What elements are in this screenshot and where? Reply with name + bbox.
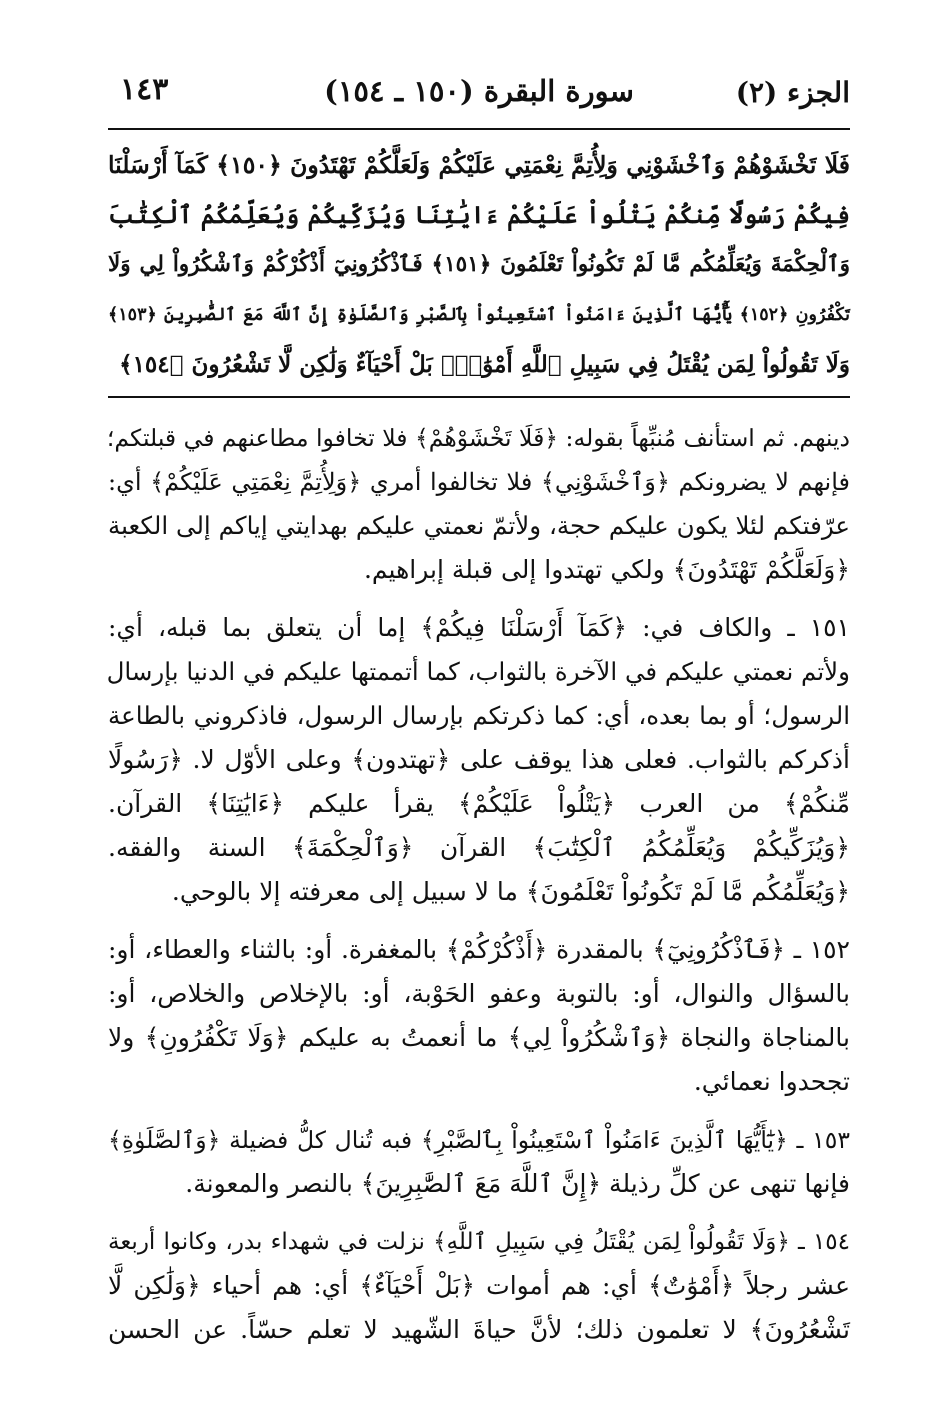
tafsir-paragraph [108,416,850,592]
tafsir-line: دينهم. ثم استأنف مُنبِّهاً بقوله: ﴿فَلَا تَخْشَوْهُمْ﴾ فلا تخافوا مطاعنهم في قبلتكم؛ [106,424,850,452]
quran-line: فَلَا تَخْشَوْهُمْ وَٱخْشَوْنِي وَلِأُتِمَّ نِعْمَتِي عَلَيْكُمْ وَلَعَلَّكُمْ تَهْتَدُونَ ﴿١٥٠﴾ كَمَآ أَرْسَلْنَا [108,151,850,179]
tafsir-line: ﴿وَلَعَلَّكُمْ تَهْتَدُونَ﴾ ولكي تهتدوا إلى قبلة إبراهيم. [363,555,850,584]
tafsir-line: الرسول؛ أو بما بعده، أي: كما ذكرتكم بإرسال الرسول، فاذكروني بالطاعة [108,701,850,730]
tafsir-line: أذكركم بالثواب. فعلى هذا يوقف على ﴿تهتدون﴾ وعلى الأوّل لا. ﴿رَسُولًا [108,745,850,774]
tafsir-line: عرّفتكم لئلا يكون عليكم حجة، ولأتمّ نعمتي عليكم بهدايتي إياكم إلى الكعبة [108,511,850,540]
quran-line: فِيكُمْ رَسُولًا مِّنكُمْ يَتْلُواْ عَلَيْكُمْ ءَايَٰتِنَا وَيُزَكِّيكُمْ وَيُعَلِّمُكُمُ ٱلْكِتَٰبَ [108,200,850,229]
tafsir-line: ١٥١ ـ والكاف في: ﴿كَمَآ أَرْسَلْنَا فِيكُمْ﴾ إما أن يتعلق بما قبله، أي: [108,613,850,642]
part-label: الجزء (٢) [735,76,850,109]
tafsir-line: عشر رجلاً ﴿أَمْوَٰتٌ﴾ أي: هم أموات ﴿بَلْ أَحْيَآءٌ﴾ أي: هم أحياء ﴿وَلَٰكِن لَّا [108,1271,850,1300]
quran-verses-block [108,140,850,390]
tafsir-line: ١٥٤ ـ ﴿وَلَا تَقُولُواْ لِمَن يُقْتَلُ فِي سَبِيلِ ٱللَّهِ﴾ نزلت في شهداء بدر، وكانوا أربعة [108,1229,850,1255]
tafsir-line: بالمناجاة والنجاة ﴿وَٱشْكُرُواْ لِي﴾ ما أنعمتُ به عليكم ﴿وَلَا تَكْفُرُونِ﴾ ولا [108,1023,850,1052]
tafsir-line: فإنهم لا يضرونكم ﴿وَٱخْشَوْنِي﴾ فلا تخالفوا أمري ﴿وَلِأُتِمَّ نِعْمَتِي عَلَيْكُمْ﴾ أي: [108,468,850,496]
quran-line: وَٱلْحِكْمَةَ وَيُعَلِّمُكُم مَّا لَمْ تَكُونُواْ تَعْلَمُونَ ﴿١٥١﴾ فَٱذْكُرُونِيٓ أَذْكُرْكُمْ وَٱشْكُرُواْ لِي وَلَا [108,252,850,277]
tafsir-paragraph [108,928,850,1104]
tafsir-line: مِّنكُمْ﴾ من العرب ﴿يَتْلُواْ عَلَيْكُمْ﴾ يقرأ عليكم ﴿ءَايَٰتِنَا﴾ القرآن. [108,789,850,818]
tafsir-line: فإنها تنهى عن كلِّ رذيلة ﴿إِنَّ ٱللَّهَ مَعَ ٱلصَّٰبِرِينَ﴾ بالنصر والمعونة. [185,1169,850,1198]
quran-line: وَلَا تَقُولُواْ لِمَن يُقْتَلُ فِي سَبِيلِ ٱللَّهِ أَمْوَٰتٌۢ بَلْ أَحْيَآءٌ وَلَٰكِن لَّا تَشْعُرُونَ ﴿١٥٤﴾ [119,351,850,378]
tafsir-line: بالسؤال والنوال، أو: بالتوبة وعفو الحَوْبة، أو: بالإخلاص والخلاص، أو: [108,979,850,1008]
tafsir-block [108,416,850,1366]
tafsir-line: ولأتم نعمتي عليكم في الآخرة بالثواب، كما أتممتها عليكم في الدنيا بإرسال [106,657,850,686]
tafsir-line: تَشْعُرُونَ﴾ لا تعلمون ذلك؛ لأنَّ حياةَ الشّهيد لا تعلم حسّاً. عن الحسن [108,1315,850,1344]
section-divider [108,396,850,398]
tafsir-line: ﴿وَيُعَلِّمُكُم مَّا لَمْ تَكُونُواْ تَعْلَمُونَ﴾ ما لا سبيل إلى معرفته إلا بالوحي. [171,877,850,906]
surah-title: سورة البقرة (١٥٠ ـ ١٥٤) [324,74,634,108]
tafsir-paragraph [108,1220,850,1352]
tafsir-line: تجحدوا نعمائي. [693,1067,850,1096]
page-header [108,70,850,126]
header-divider [108,128,850,130]
tafsir-line: ١٥٣ ـ ﴿يَٰٓأَيُّهَا ٱلَّذِينَ ءَامَنُواْ ٱسْتَعِينُواْ بِٱلصَّبْرِ﴾ فبه تُنال كلُّ فضيلة ﴿وَٱلصَّلَوٰةِ﴾ [108,1126,850,1154]
tafsir-paragraph [108,1118,850,1206]
tafsir-paragraph [108,606,850,914]
quran-line: تَكْفُرُونِ ﴿١٥٢﴾ يَٰٓأَيُّهَا ٱلَّذِينَ ءَامَنُواْ ٱسْتَعِينُواْ بِٱلصَّبْرِ وَٱلصَّلَوٰةِ إِنَّ ٱللَّهَ مَعَ ٱلصَّٰبِرِينَ ﴿١٥٣﴾ [108,305,850,325]
tafsir-line: ١٥٢ ـ ﴿فَٱذْكُرُونِيٓ﴾ بالمقدرة ﴿أَذْكُرْكُمْ﴾ بالمغفرة. أو: بالثناء والعطاء، أو: [108,935,850,964]
tafsir-line: ﴿وَيُزَكِّيكُمْ وَيُعَلِّمُكُمُ ٱلْكِتَٰبَ﴾ القرآن ﴿وَٱلْحِكْمَةَ﴾ السنة والفقه. [108,833,850,862]
page-number: ١٤٣ [120,72,169,107]
